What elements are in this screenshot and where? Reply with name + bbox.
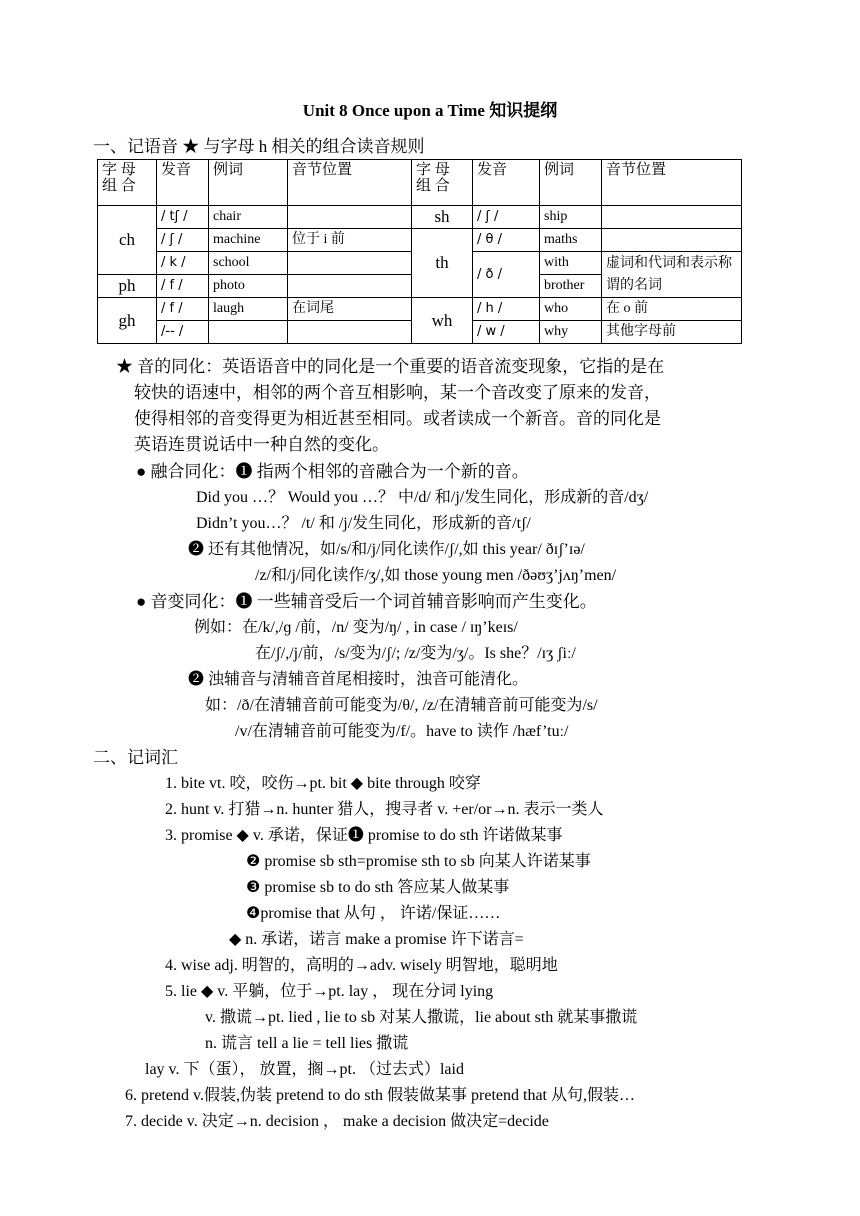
combo-th: th — [412, 229, 473, 298]
sound-cell: / ʃ / — [473, 206, 540, 229]
assimilation-intro-line: 使得相邻的音变得更为相近甚至相同。或者读成一个新音。音的同化是 — [134, 409, 661, 428]
sound-cell: / k / — [157, 252, 209, 275]
example-word: why — [540, 321, 602, 344]
example-word — [209, 321, 288, 344]
vocab-line: 6. pretend v.假装,伪装 pretend to do sth 假装做某事 pretend that 从句,假装… — [125, 1087, 636, 1104]
vocab-line: 1. bite vt. 咬，咬伤→pt. bit ◆ bite through 咬穿 — [165, 775, 481, 792]
vocab-line: ❸ promise sb to do sth 答应某人做某事 — [246, 879, 510, 896]
example-line: 在/ʃ/,/j/前，/s/变为/ʃ/; /z/变为/ʒ/。Is she？/ɪʒ ʃiː/ — [255, 645, 576, 662]
header-position-left: 音节位置 — [288, 160, 412, 206]
vocab-line: 3. promise ◆ v. 承诺，保证❶ promise to do sth 许诺做某事 — [165, 827, 563, 844]
h-combination-table — [97, 159, 742, 344]
page-title: Unit 8 Once upon a Time 知识提纲 — [302, 101, 558, 120]
example-word: chair — [209, 206, 288, 229]
example-word: who — [540, 298, 602, 321]
example-line: /z/和/j/同化读作/ʒ/,如 those young men /ðəʊʒ’jʌŋ’men/ — [255, 567, 617, 584]
vocab-line: 2. hunt v. 打猎→n. hunter 猎人，搜寻者 v. +er/or→n. 表示一类人 — [165, 801, 604, 818]
example-word: ship — [540, 206, 602, 229]
vocab-line: v. 撒谎→pt. lied , lie to sb 对某人撒谎，lie about sth 就某事撒谎 — [205, 1009, 638, 1026]
header-sound-right: 发音 — [473, 160, 540, 206]
vocab-line: ◆ n. 承诺，诺言 make a promise 许下诺言= — [229, 931, 524, 948]
sound-cell: / tʃ / — [157, 206, 209, 229]
example-word: machine — [209, 229, 288, 252]
position-cell: 虚词和代词和表示称谓的名词 — [602, 252, 742, 298]
example-word: photo — [209, 275, 288, 298]
position-cell — [288, 321, 412, 344]
vocab-line: ❷ promise sb sth=promise sth to sb 向某人许诺某事 — [246, 853, 591, 870]
example-line: Didn’t you…？ /t/ 和 /j/发生同化，形成新的音/tʃ/ — [196, 515, 531, 532]
example-word: laugh — [209, 298, 288, 321]
header-combo-right: 字 母 组 合 — [412, 160, 473, 206]
position-cell: 在 o 前 — [602, 298, 742, 321]
change-assimilation-heading: ● 音变同化：❶ 一些辅音受后一个词首辅音影响而产生变化。 — [136, 592, 597, 611]
combo-wh: wh — [412, 298, 473, 344]
assimilation-intro-line: 较快的语速中，相邻的两个音互相影响，某一个音改变了原来的发音， — [134, 383, 661, 402]
vocab-line: lay v. 下（蛋）， 放置，搁→pt. （过去式）laid — [145, 1061, 464, 1078]
sound-cell: / f / — [157, 275, 209, 298]
sound-cell: /-- / — [157, 321, 209, 344]
position-cell: 在词尾 — [288, 298, 412, 321]
vocab-line: 5. lie ◆ v. 平躺，位于→pt. lay ， 现在分词 lying — [165, 983, 494, 1000]
position-cell — [602, 229, 742, 252]
fusion-assimilation-heading: ● 融合同化：❶ 指两个相邻的音融合为一个新的音。 — [136, 462, 529, 481]
assimilation-intro-line: 英语连贯说话中一种自然的变化。 — [134, 435, 389, 454]
sound-cell: / h / — [473, 298, 540, 321]
combo-ch: ch — [98, 206, 157, 275]
vocab-line: 4. wise adj. 明智的，高明的→adv. wisely 明智地，聪明地 — [165, 957, 558, 974]
section-heading-phonetics: 一、记语音 ★ 与字母 h 相关的组合读音规则 — [93, 137, 425, 156]
example-line: ❷ 浊辅音与清辅音首尾相接时，浊音可能清化。 — [188, 671, 529, 688]
vocab-line: ❹promise that 从句 ， 许诺/保证…… — [246, 905, 501, 922]
example-word: school — [209, 252, 288, 275]
vocab-line: n. 谎言 tell a lie = tell lies 撒谎 — [205, 1035, 409, 1052]
vocab-line: 7. decide v. 决定→n. decision ， make a decision 做决定=decide — [125, 1113, 549, 1130]
position-cell: 其他字母前 — [602, 321, 742, 344]
example-line: /v/在清辅音前可能变为/f/。have to 读作 /hæf’tuː/ — [235, 723, 569, 740]
example-word: with — [540, 252, 602, 275]
header-sound-left: 发音 — [157, 160, 209, 206]
header-combo-left: 字 母 组 合 — [98, 160, 157, 206]
example-line: 如：/ð/在清辅音前可能变为/θ/, /z/在清辅音前可能变为/s/ — [205, 697, 598, 714]
position-cell — [288, 252, 412, 275]
combo-ph: ph — [98, 275, 157, 298]
example-word: maths — [540, 229, 602, 252]
header-position-right: 音节位置 — [602, 160, 742, 206]
header-word-right: 例词 — [540, 160, 602, 206]
combo-sh: sh — [412, 206, 473, 229]
sound-cell: / θ / — [473, 229, 540, 252]
sound-cell: / f / — [157, 298, 209, 321]
sound-cell: / ð / — [473, 252, 540, 298]
example-word: brother — [540, 275, 602, 298]
example-line: Did you …？ Would you …？ 中/d/ 和/j/发生同化，形成新的音/dʒ/ — [196, 489, 649, 506]
position-cell — [288, 275, 412, 298]
combo-gh: gh — [98, 298, 157, 344]
section-heading-vocabulary: 二、记词汇 — [93, 748, 178, 767]
header-word-left: 例词 — [209, 160, 288, 206]
position-cell — [602, 206, 742, 229]
example-line: 例如：在/k/,/ɡ /前，/n/ 变为/ŋ/ , in case / ɪŋ’keɪs/ — [194, 619, 518, 636]
sound-cell: / ʃ / — [157, 229, 209, 252]
position-cell: 位于 i 前 — [288, 229, 412, 252]
sound-cell: / w / — [473, 321, 540, 344]
position-cell — [288, 206, 412, 229]
example-line: ❷ 还有其他情况，如/s/和/j/同化读作/ʃ/,如 this year/ ðɪʃ’ɪə/ — [188, 541, 585, 558]
assimilation-intro-line: ★ 音的同化：英语语音中的同化是一个重要的语音流变现象，它指的是在 — [116, 357, 665, 376]
